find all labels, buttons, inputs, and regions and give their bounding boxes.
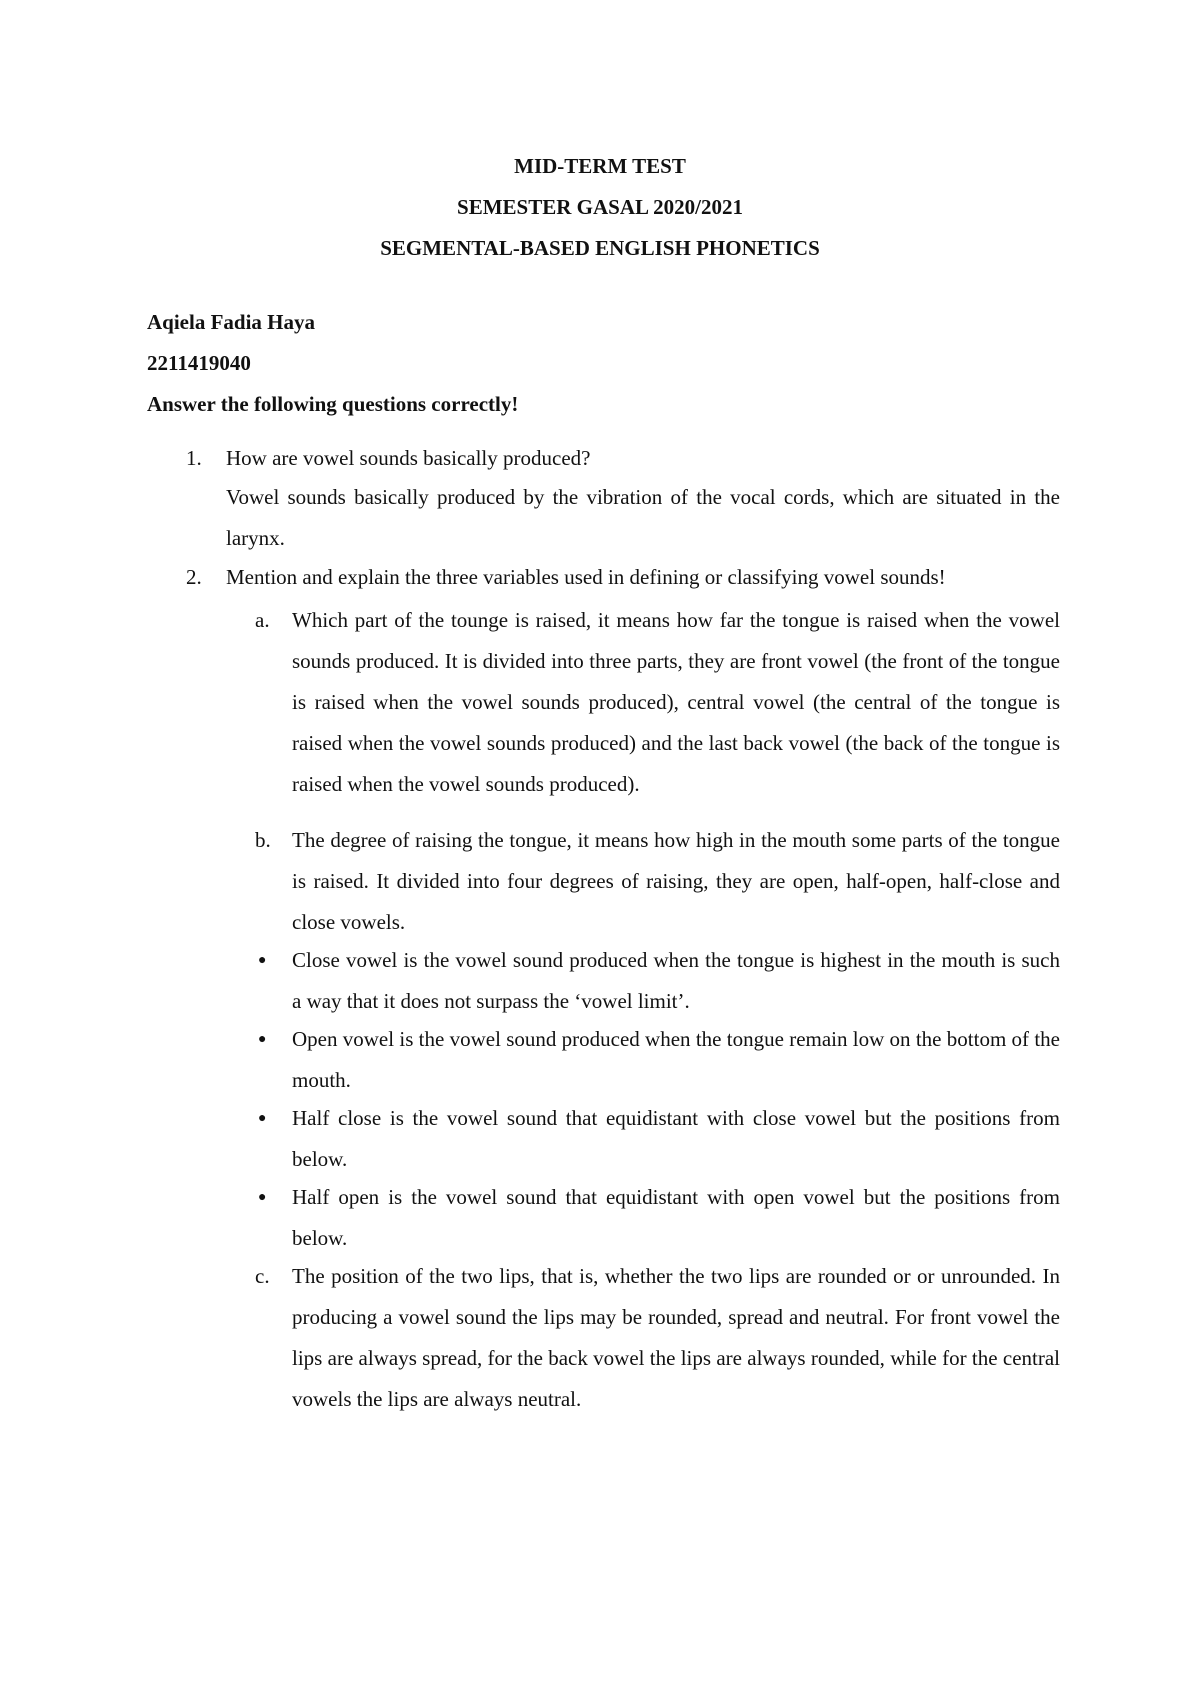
bullet-text-half-open: Half open is the vowel sound that equidistant with open vowel but the positions from below. — [292, 1185, 1060, 1250]
course-title: SEGMENTAL-BASED ENGLISH PHONETICS — [380, 236, 820, 260]
semester-title: SEMESTER GASAL 2020/2021 — [457, 195, 743, 219]
answer-b-mark: b. — [255, 828, 271, 852]
bullet-icon: ● — [258, 953, 267, 968]
student-name: Aqiela Fadia Haya — [147, 310, 316, 334]
bullet-icon: ● — [258, 1111, 267, 1126]
test-title: MID-TERM TEST — [514, 154, 686, 178]
bullet-text-half-close: Half close is the vowel sound that equidistant with close vowel but the positions from below. — [292, 1106, 1060, 1171]
instruction: Answer the following questions correctly! — [147, 392, 519, 416]
question-1-answer: Vowel sounds basically produced by the vibration of the vocal cords, which are situated in the larynx. — [226, 485, 1060, 550]
student-info — [147, 302, 518, 425]
bullet-icon: ● — [258, 1190, 267, 1205]
title-block — [0, 146, 1200, 269]
question-1-text: How are vowel sounds basically produced? — [226, 446, 591, 470]
answer-a-mark: a. — [255, 608, 270, 632]
question-2-number: 2. — [186, 565, 202, 589]
bullet-icon: ● — [258, 1032, 267, 1047]
answer-b-text: The degree of raising the tongue, it means how high in the mouth some parts of the tongue is raised. It divided into four degrees of raising, they are open, half-open, half-close and close vowels. — [292, 828, 1060, 934]
bullet-text-close: Close vowel is the vowel sound produced when the tongue is highest in the mouth is such a way that it does not surpass the ‘vowel limit’. — [292, 948, 1060, 1013]
answer-a-text: Which part of the tounge is raised, it means how far the tongue is raised when the vowel sounds produced. It is divided into three parts, they are front vowel (the front of the tongue is raised when the vowel sounds produced), central vowel (the central of the tongue is raised when the vowel sounds produced) and the last back vowel (the back of the tongue is raised when the vowel sounds produced). — [292, 608, 1060, 796]
answer-c-mark: c. — [255, 1264, 270, 1288]
student-id: 2211419040 — [147, 351, 251, 375]
answer-c-text: The position of the two lips, that is, whether the two lips are rounded or or unrounded. In producing a vowel sound the lips may be rounded, spread and neutral. For front vowel the lips are always spread, for the back vowel the lips are always rounded, while for the central vowels the lips are always neutral. — [292, 1264, 1060, 1411]
question-1-number: 1. — [186, 446, 202, 470]
bullet-text-open: Open vowel is the vowel sound produced when the tongue remain low on the bottom of the mouth. — [292, 1027, 1060, 1092]
question-2-text: Mention and explain the three variables used in defining or classifying vowel sounds! — [226, 565, 946, 589]
